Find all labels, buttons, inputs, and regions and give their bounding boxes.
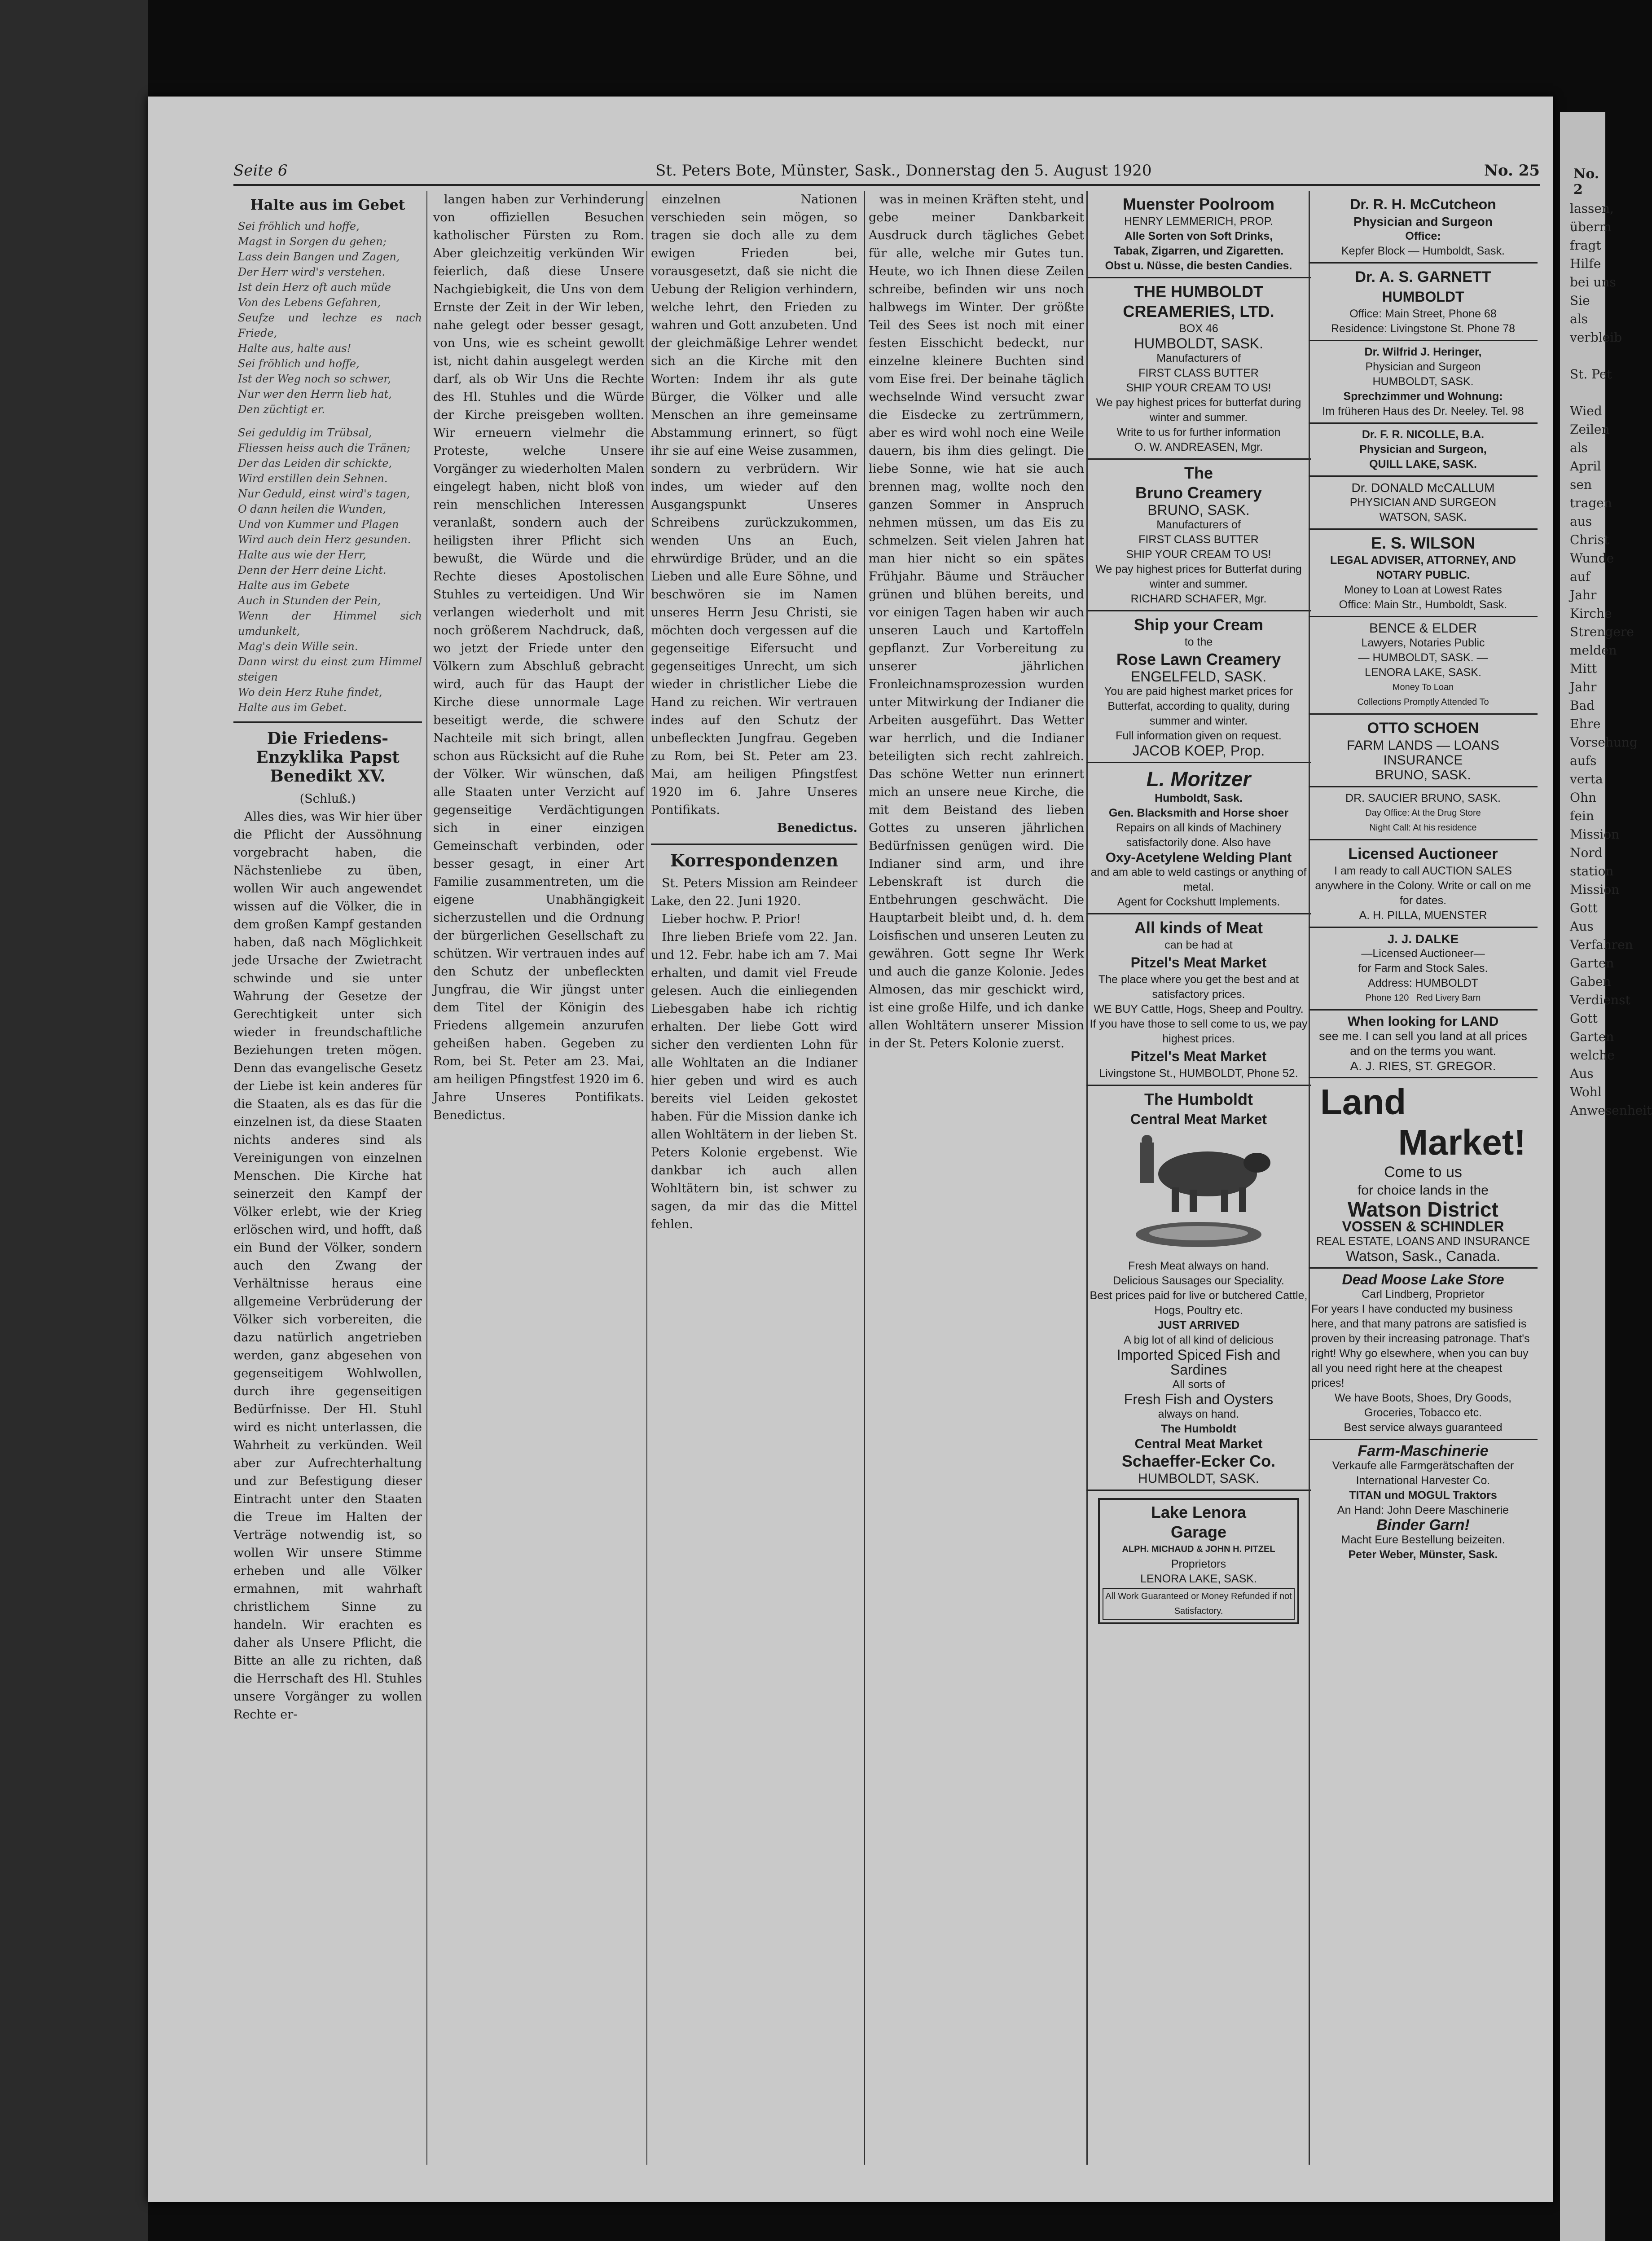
adjacent-page-line: Mission xyxy=(1570,882,1620,897)
page-header xyxy=(233,162,1540,186)
adjacent-page-line: als xyxy=(1570,312,1588,326)
masthead-line: St. Peters Bote, Münster, Sask., Donnerstag den 5. August 1920 xyxy=(655,162,1152,180)
adjacent-page-line: Hilfe xyxy=(1570,256,1601,271)
ad-title: OTTO SCHOEN xyxy=(1367,720,1479,737)
ad-line: Best service always guaranteed xyxy=(1344,1421,1503,1434)
adjacent-page-edge xyxy=(1560,112,1652,2241)
adjacent-page-line: überm xyxy=(1570,220,1612,234)
ad-title: Pitzel's Meat Market xyxy=(1130,954,1267,971)
poem-line: Und von Kummer und Plagen xyxy=(238,518,399,531)
ads-column-1 xyxy=(1086,191,1311,2165)
ad-line: FIRST CLASS BUTTER xyxy=(1138,367,1259,379)
poem-line: Fliessen heiss auch die Tränen; xyxy=(238,442,410,454)
poem-line: Halte aus, halte aus! xyxy=(238,342,351,355)
ad-line: Day Office: At the Drug Store xyxy=(1365,808,1481,818)
poem-line: Wenn der Himmel sich umdunkelt, xyxy=(238,610,422,637)
ad-line: Fresh Meat always on hand. xyxy=(1128,1260,1270,1272)
ad-farm-maschinerie xyxy=(1309,1440,1538,1566)
ad-line: BRUNO, SASK. xyxy=(1375,768,1471,782)
adjacent-page-line: Bad xyxy=(1570,698,1595,713)
ad-line: Verkaufe alle Farmgerätschaften der International Harvester Co. xyxy=(1332,1459,1514,1487)
adjacent-page-line: Anwesenheit xyxy=(1570,1103,1652,1118)
ad-pitzels-meat-market xyxy=(1086,914,1311,1086)
ad-line: HUMBOLDT, SASK. xyxy=(1134,335,1264,352)
ad-title: Dr. A. S. GARNETT xyxy=(1355,268,1491,286)
adjacent-page-line: Sie xyxy=(1570,293,1590,308)
poem-line: Halte aus im Gebete xyxy=(238,579,350,592)
ad-title: All kinds of Meat xyxy=(1134,918,1263,937)
ad-line: Best prices paid for live or butchered Cattle, Hogs, Poultry etc. xyxy=(1090,1289,1308,1317)
adjacent-page-line: Strengere xyxy=(1570,624,1634,639)
adjacent-page-line: Mitt xyxy=(1570,661,1597,676)
ad-title: Dead Moose Lake Store xyxy=(1342,1271,1504,1287)
ad-title: Land xyxy=(1320,1082,1406,1122)
ad-line: Macht Eure Bestellung beizeiten. xyxy=(1341,1534,1505,1546)
ad-dr-nicolle xyxy=(1309,424,1538,477)
ad-title: BENCE & ELDER xyxy=(1369,621,1477,636)
ad-line: A. J. RIES, ST. GREGOR. xyxy=(1350,1059,1496,1073)
adjacent-page-line: tragen xyxy=(1570,496,1612,510)
ad-line: ALPH. MICHAUD & JOHN H. PITZEL xyxy=(1122,1544,1275,1554)
ad-line: Obst u. Nüsse, die besten Candies. xyxy=(1105,259,1292,272)
ad-title: E. S. WILSON xyxy=(1371,534,1475,552)
ad-line: to the xyxy=(1184,636,1213,648)
ad-line: FARM LANDS — LOANS xyxy=(1346,738,1500,753)
ad-line: For years I have conducted my business here, and that many patrons are satisfied is proven by their increasing patronage. That's right! Why go elsewhere, when you can buy all you need right here at the cheapest prices! xyxy=(1311,1303,1530,1389)
adjacent-page-line: melden xyxy=(1570,643,1617,658)
ad-line: Office: xyxy=(1405,230,1441,242)
adjacent-page-line: Garten xyxy=(1570,956,1614,971)
column-rule xyxy=(864,191,865,2165)
ad-bence-elder xyxy=(1309,617,1538,715)
poem-line: Halte aus wie der Herr, xyxy=(238,549,366,561)
poem-line: Ist dein Herz oft auch müde xyxy=(238,281,391,294)
ad-line: Fresh Fish and Oysters xyxy=(1124,1391,1274,1407)
ad-otto-schoen xyxy=(1309,715,1538,787)
ad-line: can be had at xyxy=(1164,939,1233,951)
poem-line: Sei fröhlich und hoffe, xyxy=(238,357,360,370)
ad-title: Muenster Poolroom xyxy=(1122,195,1275,213)
ad-line: SHIP YOUR CREAM TO US! xyxy=(1126,548,1271,561)
ad-line: QUILL LAKE, SASK. xyxy=(1369,458,1477,470)
adjacent-page-lines xyxy=(1560,198,1652,1118)
ad-line: Lawyers, Notaries Public xyxy=(1361,637,1485,649)
adjacent-page-line: Verfahren xyxy=(1570,937,1633,952)
adjacent-page-line: aufs xyxy=(1570,753,1597,768)
ad-title: Dr. Wilfrid J. Heringer, xyxy=(1364,346,1482,358)
ad-title: DR. SAUCIER xyxy=(1345,792,1418,804)
ad-lake-lenora-garage xyxy=(1086,1491,1311,1631)
ad-line: Collections Promptly Attended To xyxy=(1357,697,1489,707)
ad-humboldt-creameries xyxy=(1086,278,1311,460)
adjacent-page-line: Nord xyxy=(1570,845,1603,860)
ad-line: Tabak, Zigarren, und Zigaretten. xyxy=(1113,245,1284,257)
poem-line: Ist der Weg noch so schwer, xyxy=(238,373,391,385)
ad-line: INSURANCE xyxy=(1383,753,1463,768)
article-text-continued: langen haben zur Verhinderung von offiziellen Besuchen katholischer Fürsten zu Rom. Aber gleichzeitig verkünden Wir feierlich, daß diese Unsere Nachgiebigkeit, die Uns von dem Ernste der Zeit in der Wir leben, nahe gelegt oder besser gesagt, von Uns, wie es scheint gewollt ist, nicht dahin ausgelegt werden darf, als ob Wir Uns die Rechte des Hl. Stuhles und die Würde der Kirche preisgeben wollten. Wir erneuern vielmehr die Proteste, welche Unsere Vorgänger zu wiederholten Malen eingelegt haben, nicht bloß von rein menschlichen Interessen veranlaßt, sondern auch der heiligsten ihrer Pflicht sich bewußt, die Würde und die Rechte dieses Apostolischen Stuhles zu verteidigen. Und Wir verlangen wiederholt und mit noch größerem Nachdruck, daß, wo jetzt der Friede unter den Völkern zum Abschluß gebracht wird, auch für das Haupt der Kirche diese unnormale Lage beseitigt werde, die schwere Nachteile mit sich bringt, allen schon aus Rücksicht auf die Ruhe der Völker. Wir wünschen, daß alle Staaten unter Verzicht auf gegenseitige Verdächtigungen sich in einer einzigen Gemeinschaft verbinden, oder besser gesagt, in einer Art Familie zusammentreten, um die eigene Unabhängigkeit sicherzustellen und die Ordnung der bürgerlichen Gesellschaft zu schützen. Wir vertrauen indes auf den Schutz der unbefleckten Jungfrau, die Wir jüngst unter dem Titel der Königin des Friedens allgemein anzurufen geheißen haben. Gegeben zu Rom, bei St. Peter am 23. Mai, am heiligen Pfingstfest 1920 im 6. Jahre Unseres Pontifikats. Benedictus. xyxy=(433,193,644,1122)
poem-line: Von des Lebens Gefahren, xyxy=(238,296,381,309)
poem-line: Denn der Herr deine Licht. xyxy=(238,564,387,576)
ad-line: REAL ESTATE, LOANS AND INSURANCE xyxy=(1316,1235,1530,1248)
ad-line: We pay highest prices for Butterfat during winter and summer. xyxy=(1095,563,1302,590)
ad-title: CREAMERIES, LTD. xyxy=(1123,302,1274,321)
adjacent-page-line: Vorsehung xyxy=(1570,735,1638,750)
ad-central-meat-market xyxy=(1086,1086,1311,1491)
poem-line: Der Herr wird's verstehen. xyxy=(238,266,385,278)
adjacent-page-line: Jahr xyxy=(1570,588,1597,602)
ad-line: Carl Lindberg, Proprietor xyxy=(1362,1288,1485,1301)
ad-line: Oxy-Acetylene Welding Plant xyxy=(1105,850,1292,865)
ad-line: Central Meat Market xyxy=(1134,1437,1263,1451)
column-1 xyxy=(233,191,422,2165)
adjacent-page-line: Wohl xyxy=(1570,1085,1602,1099)
ad-line: Manufacturers of xyxy=(1156,352,1241,365)
adjacent-page-line: Verdienst xyxy=(1570,993,1630,1007)
ad-line: HUMBOLDT, SASK. xyxy=(1372,375,1474,388)
ad-line: Manufacturers of xyxy=(1156,519,1241,531)
poem-line: Halte aus im Gebet. xyxy=(238,701,347,714)
ad-line: Office: Main Str., Humboldt, Sask. xyxy=(1339,598,1507,611)
ad-line: Phone 120 xyxy=(1365,993,1409,1003)
column-3 xyxy=(651,191,857,2165)
poem-line: Lass dein Bangen und Zagen, xyxy=(238,250,400,263)
ad-title: Dr. F. R. NICOLLE, B.A. xyxy=(1362,428,1485,441)
ad-line: Full information given on request. xyxy=(1116,729,1282,742)
ad-title: The Humboldt xyxy=(1144,1090,1253,1108)
ad-title: Market! xyxy=(1398,1122,1526,1162)
poem-line: Wo dein Herz Ruhe findet, xyxy=(238,686,382,699)
ad-moritzer xyxy=(1086,763,1311,914)
adjacent-page-line xyxy=(1560,345,1605,363)
ad-line: Agent for Cockshutt Implements. xyxy=(1117,896,1280,908)
ad-line: Money To Loan xyxy=(1392,682,1454,692)
ad-title: J. J. DALKE xyxy=(1387,932,1459,946)
ad-line: Humboldt, Sask. xyxy=(1155,792,1243,804)
adjacent-page-line: Ohn xyxy=(1570,790,1597,805)
adjacent-page-line: St. Pet xyxy=(1570,367,1612,382)
ad-line: I am ready to call AUCTION SALES anywhere in the Colony. Write or call on me for dates. xyxy=(1315,865,1531,907)
ad-dr-saucier xyxy=(1309,787,1538,840)
scan-left-border xyxy=(0,0,148,2241)
poem-line: Nur wer den Herrn lieb hat, xyxy=(238,388,392,400)
ad-line: BRUNO, SASK. xyxy=(1421,792,1501,804)
ad-title: Lake Lenora xyxy=(1151,1503,1247,1521)
adjacent-page-line: Mission xyxy=(1570,827,1620,842)
ad-line: SHIP YOUR CREAM TO US! xyxy=(1126,382,1271,394)
ad-line: and am able to weld castings or anything of metal. xyxy=(1090,866,1307,893)
letter-text: Ihre lieben Briefe vom 22. Jan. und 12. Febr. habe ich am 7. Mai erhalten, und damit viel Freude gelesen. Auch die einliegenden Liebesgaben habe ich richtig erhalten. Der liebe Gott wird sicher den verdienten Lohn für alle Wohltaten an die Indianer hier geben und wird es auch bereits viel Leiden gekostet haben. Für die Mission danke ich allen Wohltätern in der lieben St. Peters Kolonie ergebenst. Wie dankbar ich auch allen Wohltätern bin, ist schwer zu sagen, da mir das die Mittel fehlen. xyxy=(651,930,857,1231)
ad-land-market xyxy=(1309,1078,1538,1269)
adjacent-page-line: Garten xyxy=(1570,1029,1614,1044)
ad-title: HUMBOLDT xyxy=(1382,289,1464,305)
poem-line: Wird auch dein Herz gesunden. xyxy=(238,533,411,546)
ad-line: for choice lands in the xyxy=(1358,1183,1489,1198)
ad-title: Bruno Creamery xyxy=(1135,483,1262,502)
ad-line: An Hand: John Deere Maschinerie xyxy=(1337,1504,1509,1516)
adjacent-page-line: verbleib xyxy=(1570,330,1622,345)
article-subtitle: (Schluß.) xyxy=(299,792,356,806)
column-4 xyxy=(869,191,1084,2165)
poem-line: Magst in Sorgen du gehen; xyxy=(238,235,387,248)
ad-title: VOSSEN & SCHINDLER xyxy=(1342,1218,1504,1235)
ad-line: A big lot of all kind of delicious xyxy=(1124,1334,1274,1346)
adjacent-page-line: Gott xyxy=(1570,1011,1598,1026)
ad-line: — HUMBOLDT, SASK. — xyxy=(1358,651,1488,664)
adjacent-page-number: No. 2 xyxy=(1573,166,1599,198)
adjacent-page-line: als xyxy=(1570,440,1588,455)
ad-line: BRUNO, SASK. xyxy=(1147,502,1250,518)
ad-line: Imported Spiced Fish and Sardines xyxy=(1116,1347,1281,1378)
ad-title: When looking for LAND xyxy=(1347,1014,1499,1029)
ad-line: Delicious Sausages our Speciality. xyxy=(1113,1274,1284,1287)
ad-line: All Work Guaranteed or Money Refunded if not Satisfactory. xyxy=(1103,1588,1295,1620)
ad-line: —Licensed Auctioneer— xyxy=(1361,947,1485,960)
issue-number: No. 25 xyxy=(1484,162,1540,180)
ad-e-s-wilson xyxy=(1309,530,1538,617)
ad-line: LENORA LAKE, SASK. xyxy=(1140,1573,1257,1585)
poem-stanza-1 xyxy=(233,219,422,417)
letter-place: St. Peters Mission am Reindeer Lake, den 22. Juni 1920. xyxy=(651,876,857,908)
adjacent-page-line: Wunde xyxy=(1570,551,1614,566)
ad-line: Red Livery Barn xyxy=(1416,993,1481,1003)
ad-line: Residence: Livingstone St. Phone 78 xyxy=(1331,322,1515,335)
adjacent-page-line: Jahr xyxy=(1570,680,1597,694)
ad-line: We pay highest prices for butterfat during winter and summer. xyxy=(1096,396,1301,424)
ad-line: Watson, Sask., Canada. xyxy=(1346,1248,1500,1264)
poem-title: Halte aus im Gebet xyxy=(250,196,405,213)
letter-greeting: Lieber hochw. P. Prior! xyxy=(662,912,801,926)
ad-bruno-creamery xyxy=(1086,460,1311,611)
column-2 xyxy=(433,191,644,2165)
ad-line: Money to Loan at Lowest Rates xyxy=(1344,584,1502,596)
signature: Benedictus. xyxy=(777,821,857,835)
article-text-continued: einzelnen Nationen verschieden sein mögen, so tragen sie doch alle zu dem ewigen Frieden bei, vorausgesetzt, daß sie nicht die Uebung der Religion verhindern, welche lehrt, den Frieden zu wahren und Gott anzubeten. Und der gleichmäßige Lehrer wendet sich an die Kirche mit den Worten: Indem ihr als gute Bürger, die Völker und alle Menschen an ihre gemeinsame Abstammung erinnert, so fügt ihr sie auf eine Weise zusammen, sondern zu verbrüdern. Wir indes, um wieder auf den Ausgangspunkt Unseres Schreibens zurückzukommen, wenden Uns an Euch, ehrwürdige Brüder, und an die Lieben und alle Eure Söhne, und beschwören sie im Namen unseres Herrn Jesu Christi, sie möchten doch vergessen auf die gegenseitige Eifersucht und gegenseitiges Unrecht, um sich wieder in christlicher Liebe die Hand zu reichen. Wir vertrauen indes auf den Schutz der unbefleckten Jungfrau. Gegeben zu Rom, bei St. Peter am 23. Mai, am heiligen Pfingstfest 1920 im 6. Jahre Unseres Pontifikats. xyxy=(651,193,857,817)
ad-title: L. Moritzer xyxy=(1146,767,1251,791)
adjacent-page-line: Aus xyxy=(1570,1066,1594,1081)
ad-dr-heringer xyxy=(1309,341,1538,424)
ad-line: Proprietors xyxy=(1171,1558,1226,1570)
poem-stanza-2 xyxy=(233,425,422,715)
adjacent-page-line: Ehre xyxy=(1570,716,1601,731)
ad-line: PHYSICIAN AND SURGEON xyxy=(1349,496,1497,509)
adjacent-page-line: lassen, xyxy=(1570,201,1614,216)
ad-line: WE BUY Cattle, Hogs, Sheep and Poultry. If you have those to sell come to us, we pay highest prices. xyxy=(1090,1003,1308,1045)
ad-title: Schaeffer-Ecker Co. xyxy=(1121,1452,1276,1470)
ad-line: TITAN und MOGUL Traktors xyxy=(1349,1489,1497,1502)
ad-line: The place where you get the best and at satisfactory prices. xyxy=(1098,973,1299,1001)
korrespondenzen-title: Korrespondenzen xyxy=(670,850,839,870)
ad-line: JUST ARRIVED xyxy=(1157,1319,1240,1331)
poem-line: Sei fröhlich und hoffe, xyxy=(238,220,360,233)
ad-line: O. W. ANDREASEN, Mgr. xyxy=(1134,441,1263,453)
ad-line: Im früheren Haus des Dr. Neeley. Tel. 98 xyxy=(1322,405,1524,417)
ad-line: RICHARD SCHAFER, Mgr. xyxy=(1130,593,1267,605)
adjacent-page-line: Wied xyxy=(1570,404,1602,418)
ad-line: WATSON, SASK. xyxy=(1379,511,1467,523)
ad-line: HUMBOLDT, SASK. xyxy=(1138,1471,1260,1486)
ad-title: Dr. DONALD McCALLUM xyxy=(1351,481,1495,495)
ad-line: All sorts of xyxy=(1172,1378,1225,1391)
article-text: Alles dies, was Wir hier über die Pflicht der Aussöhnung vorgebracht haben, die Nächstenliebe zu üben, wollen Wir auch angewendet wissen auf die Völker, die in dem großen Kampf gestanden haben, daß nach Möglichkeit jede Ursache der Zwietracht schwinde und sie unter Wahrung der Gesetze der Gerechtigkeit unter sich wieder in freundschaftliche Beziehungen treten mögen. Denn das evangelische Gesetz der Liebe ist kein anderes für die Staaten, als es das für die einzelnen ist, da diese Staaten nichts anderes sind als Vereinigungen von einzelnen Menschen. Die Kirche hat seinerzeit den Kampf der Völker erlebt, wie der Krieg erlöschen wird, und hofft, daß ein Bund der Völker, sondern auch den Zwang der Verhältnisse heraus eine allgemeine Verbrüderung der Völker sich vorbereiten, die dazu natürlich angetrieben werden, ganz abgesehen von gegenseitigem Wohlwollen, durch ihre gegenseitigen Bedürfnisse. Der Hl. Stuhl wird es nicht unterlassen, die Wahrheit zu verkünden. Weil aber zur Aufrechterhaltung und zur Befestigung dieser Eintracht unter den Staaten die Treue im Halten der Verträge notwendig ist, so wollen Wir unsere Stimme erheben und alle Völker ermahnen, mit wahrhaft christlichem Sinne zu handeln. Wir erachten es daher als Unsere Pflicht, die Bitte an alle zu richten, daß die Herrschaft des Hl. Stuhles unsere Vorgänger zu wollen Rechte er- xyxy=(233,810,422,1722)
page-label: Seite 6 xyxy=(233,162,288,180)
poem-line: Auch in Stunden der Pein, xyxy=(238,594,381,607)
ad-line: Livingstone St., HUMBOLDT, Phone 52. xyxy=(1099,1067,1298,1080)
adjacent-page-line: station xyxy=(1570,864,1614,879)
ad-dr-mccallum xyxy=(1309,477,1538,530)
ad-line: Gen. Blacksmith and Horse shoer xyxy=(1108,807,1289,819)
ad-dr-mccutcheon xyxy=(1309,191,1538,264)
ad-line: Peter Weber, Münster, Sask. xyxy=(1348,1548,1498,1561)
ad-title: Binder Garn! xyxy=(1376,1516,1470,1534)
adjacent-page-line: verta xyxy=(1570,772,1603,787)
ad-pilla-auctioneer xyxy=(1309,840,1538,928)
ad-title: Licensed Auctioneer xyxy=(1348,845,1498,862)
column-rule xyxy=(426,191,427,2165)
ad-title: Watson District xyxy=(1348,1198,1498,1221)
ad-title: Garage xyxy=(1170,1523,1227,1541)
ad-title: Central Meat Market xyxy=(1130,1111,1267,1127)
ad-ries-land xyxy=(1309,1011,1538,1078)
ad-line: ENGELFELD, SASK. xyxy=(1130,668,1267,685)
adjacent-page-line: fragt xyxy=(1570,238,1601,253)
adjacent-page-line: Gaben xyxy=(1570,974,1611,989)
adjacent-page-line: auf xyxy=(1570,569,1590,584)
poem-line: Mag's dein Wille sein. xyxy=(238,640,358,653)
ad-line: Sprechzimmer und Wohnung: xyxy=(1343,390,1503,403)
poem-line: Dann wirst du einst zum Himmel steigen xyxy=(238,655,422,683)
ad-line: Repairs on all kinds of Machinery satisfactorily done. Also have xyxy=(1116,822,1282,849)
adjacent-page-line: welche xyxy=(1570,1048,1615,1063)
ad-line: We have Boots, Shoes, Dry Goods, Groceries, Tobacco etc. xyxy=(1334,1392,1512,1419)
adjacent-page-line: bei uns xyxy=(1570,275,1616,290)
poem-line: Seufze und lechze es nach Friede, xyxy=(238,312,422,339)
poem-line: Sei geduldig im Trübsal, xyxy=(238,426,372,439)
ad-line: Kepfer Block — Humboldt, Sask. xyxy=(1341,245,1505,257)
ad-line: The Humboldt xyxy=(1160,1423,1237,1435)
ad-line: You are paid highest market prices for Butterfat, according to quality, during summer and winter. xyxy=(1104,685,1293,727)
ad-line: LEGAL ADVISER, ATTORNEY, AND NOTARY PUBLIC. xyxy=(1330,554,1516,581)
ad-title: Farm-Maschinerie xyxy=(1358,1442,1489,1459)
ad-title: Pitzel's Meat Market xyxy=(1130,1048,1267,1064)
adjacent-page-line xyxy=(1560,382,1605,400)
adjacent-page-line: April xyxy=(1570,459,1601,474)
adjacent-page-line: Aus xyxy=(1570,919,1594,934)
adjacent-page-line: Christ xyxy=(1570,532,1609,547)
ad-line: Physician and Surgeon xyxy=(1365,360,1481,373)
article-title: Die Friedens-Enzyklika Papst Benedikt XV. xyxy=(256,729,400,786)
ad-title: Dr. R. H. McCutcheon xyxy=(1350,196,1496,212)
poem-line: O dann heilen die Wunden, xyxy=(238,503,386,515)
adjacent-page-line: fein xyxy=(1570,809,1594,823)
ad-title: Rose Lawn Creamery xyxy=(1116,650,1281,668)
ad-dalke-auctioneer xyxy=(1309,928,1538,1011)
adjacent-page-line: Kirche xyxy=(1570,606,1612,621)
poem-line: Den züchtigt er. xyxy=(238,403,325,416)
column-rule xyxy=(646,191,647,2165)
ad-line: see me. I can sell you land at all prices and on the terms you want. xyxy=(1319,1029,1527,1058)
ad-line: Come to us xyxy=(1384,1164,1462,1181)
ad-line: Physician and Surgeon xyxy=(1353,215,1493,228)
ad-line: LENORA LAKE, SASK. xyxy=(1365,666,1481,679)
ad-line: JACOB KOEP, Prop. xyxy=(1132,743,1265,759)
adjacent-page-line: Zeilen xyxy=(1570,422,1610,437)
ad-line: always on hand. xyxy=(1158,1408,1239,1420)
ad-line: FIRST CLASS BUTTER xyxy=(1138,533,1259,546)
ad-dead-moose-lake-store xyxy=(1309,1269,1538,1440)
ad-muenster-poolroom xyxy=(1086,191,1311,278)
ad-dr-garnett xyxy=(1309,264,1538,341)
ad-line: Physician and Surgeon, xyxy=(1359,443,1487,456)
poem-line: Der das Leiden dir schickte, xyxy=(238,457,392,470)
letter-text-continued: was in meinen Kräften steht, und gebe meiner Dankbarkeit Ausdruck durch tägliches Gebet für alle, welche mir Gutes tun. Heute, wo ich Ihnen diese Zeilen schreibe, befinden wir uns noch halbwegs im Winter. Der größte Teil des Sees ist noch mit einer festen Eisschicht bedeckt, nur einzelne kleinere Buchten sind vom Eise frei. Der beinahe täglich wechselnde Wind versucht zwar die Eisdecke zu zertrümmern, aber es wird wohl noch eine Weile dauern, bis ihm dies gelingt. Die liebe Sonne, wie hat sie auch brennen mag, wollte noch den ganzen Sommer in Anspruch nehmen müssen, um das Eis zu schmelzen. Seit vielen Jahren hat man hier nicht so ein spätes Frühjahr. Bäume und Sträucher grünen und blühen bereits, und vor einigen Tagen haben wir auch unseren Lauch und Kartoffeln gepflanzt. Zur Vorbereitung zu unserer jährlichen Fronleichnamsprozession wurden unter Mitwirkung der Indianer die Arbeiten ausgeführt. Das Wetter war herrlich, und die Indianer beteiligten sich recht zahlreich. Das schöne Wetter nun erinnert mich an unsere neue Kirche, die mit dem Beistand des lieben Gottes zu unseren jährlichen Bedürfnissen genügen wird. Die Indianer sind arm, und ihre Lebenskraft ist durch die Entbehrungen geschwächt. Die Hauptarbeit bleibt und, d. h. dem Loisfischen und unseren Leuten zu gewähren. Gott segne Ihr Werk und auch die ganze Kolonie. Jedes Almosen, das mir geschickt wird, ist eine große Hilfe, und ich danke allen Wohltätern unserer Mission in der St. Peters Kolonie zuerst. xyxy=(869,193,1084,1050)
ad-line: HENRY LEMMERICH, PROP. xyxy=(1124,215,1274,228)
ad-title: Ship your Cream xyxy=(1134,615,1264,634)
poem-line: Nur Geduld, einst wird's tagen, xyxy=(238,488,410,500)
ad-line: for Farm and Stock Sales. xyxy=(1358,962,1488,975)
ad-line: Alle Sorten von Soft Drinks, xyxy=(1124,230,1273,242)
ads-column-2 xyxy=(1309,191,1538,2165)
ad-line: A. H. PILLA, MUENSTER xyxy=(1359,909,1487,922)
adjacent-page-line: sen xyxy=(1570,477,1592,492)
ad-title: THE HUMBOLDT xyxy=(1134,282,1263,301)
ad-rose-lawn-creamery xyxy=(1086,611,1311,763)
cow-and-meat-illustration xyxy=(1122,1134,1275,1250)
ad-line: Address: HUMBOLDT xyxy=(1368,977,1478,989)
ad-line: Write to us for further information xyxy=(1116,426,1281,439)
ad-title: The xyxy=(1184,464,1213,482)
adjacent-page-line: Gott xyxy=(1570,901,1598,915)
ad-line: Office: Main Street, Phone 68 xyxy=(1349,308,1497,320)
ad-line: BOX 46 xyxy=(1179,322,1218,335)
adjacent-page-line: aus xyxy=(1570,514,1592,529)
ad-line: Night Call: At his residence xyxy=(1369,823,1477,833)
poem-line: Wird erstillen dein Sehnen. xyxy=(238,472,388,485)
